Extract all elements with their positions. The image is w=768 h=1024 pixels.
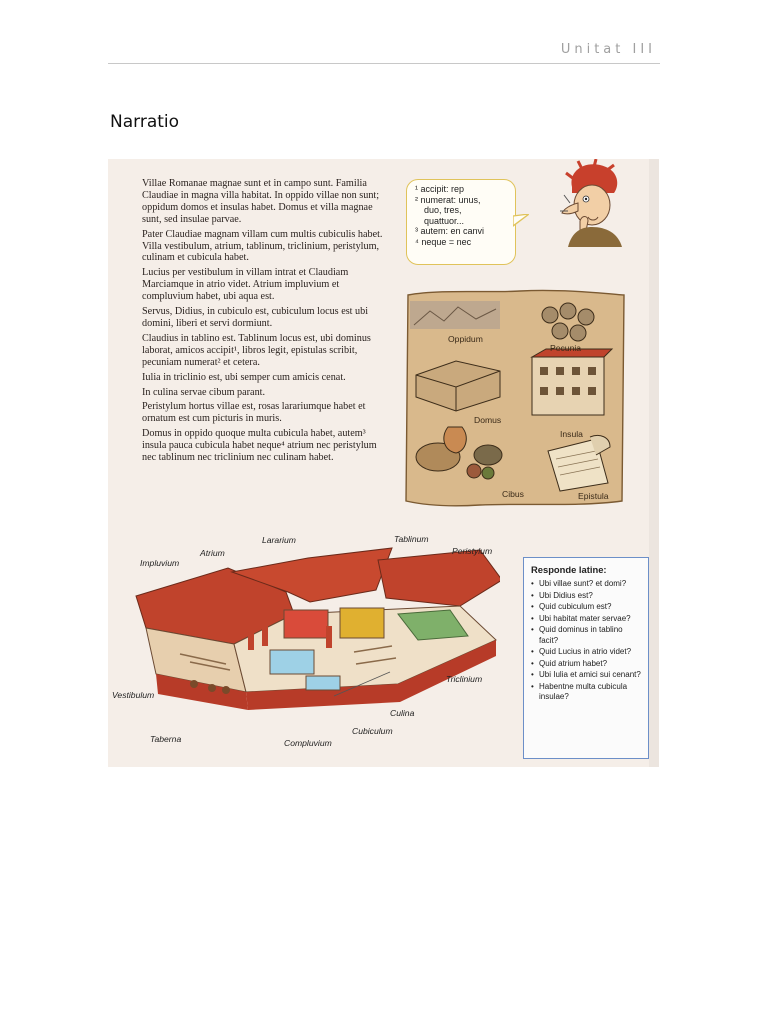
question-item: • Quid dominus in tablino facit? bbox=[531, 625, 643, 646]
narrative-paragraph: Claudius in tablino est. Tablinum locus est, ubi dominus laborat, amicos accipit¹, libros legit, epistulas scribit, pecuniam numerat² et cetera. bbox=[142, 332, 371, 368]
scanned-textbook-page bbox=[108, 159, 659, 767]
parchment-label: Insula bbox=[560, 429, 583, 439]
house-label: Cubiculum bbox=[352, 726, 393, 736]
question-item: • Ubi Iulia et amici sui cenant? bbox=[531, 670, 643, 681]
footnote-speech-bubble bbox=[406, 179, 516, 265]
footnote-2: ² numerat: unus, bbox=[415, 194, 481, 205]
footnote-1: ¹ accipit: rep bbox=[415, 184, 465, 194]
section-title: Narratio bbox=[110, 112, 180, 132]
responde-latine-box bbox=[523, 557, 649, 759]
roman-villa-illustration-icon bbox=[130, 544, 500, 759]
roman-house-cutaway bbox=[112, 534, 500, 759]
question-item: • Ubi habitat mater servae? bbox=[531, 614, 643, 625]
question-item: • Ubi villae sunt? et domi? bbox=[531, 579, 643, 590]
parchment-label: Epistula bbox=[578, 491, 609, 501]
narrative-paragraph: Peristylum hortus villae est, rosas larariumque habet et ornatum est cum picturis in muris. bbox=[142, 401, 366, 425]
narrative-paragraph: Servus, Didius, in cubiculo est, cubiculum locus est ubi domini, liberi et servi dormiunt. bbox=[142, 306, 369, 329]
scan-edge bbox=[649, 159, 659, 767]
narrative-paragraph: Iulia in triclinio est, ubi semper cum amicis cenat. bbox=[142, 371, 346, 383]
question-item: • Quid atrium habet? bbox=[531, 659, 643, 670]
house-label: Vestibulum bbox=[112, 690, 155, 700]
question-item: • Quid Lucius in atrio videt? bbox=[531, 647, 643, 658]
question-item: • Quid cubiculum est? bbox=[531, 602, 643, 613]
house-label: Peristylum bbox=[452, 546, 493, 556]
house-label: Tablinum bbox=[394, 534, 429, 544]
parchment-label: Cibus bbox=[502, 489, 524, 499]
unit-header: Unitat III bbox=[560, 42, 656, 57]
footnote-3: ³ autem: en canvi bbox=[415, 226, 485, 237]
narrative-paragraph: Villae Romanae magnae sunt et in campo sunt. Familia Claudiae in magna villa habitat. In oppido villae non sunt; oppidum domos et insulas habet. Domus et villa magnae sunt, sed insulae parvae. bbox=[142, 178, 380, 225]
parchment-label: Oppidum bbox=[448, 334, 483, 344]
narrative-paragraph: Pater Claudiae magnam villam cum multis cubiculis habet. Villa vestibulum, atrium, tablinum, triclinium, peristylum, culinam et cubicula habet. bbox=[142, 228, 383, 264]
parchment-label: Domus bbox=[474, 415, 502, 425]
question-item: • Ubi Didius est? bbox=[531, 591, 643, 602]
footnote-4: ⁴ neque = nec bbox=[415, 236, 472, 247]
house-label: Atrium bbox=[200, 548, 225, 558]
narrative-paragraph: Lucius per vestibulum in villam intrat et Claudiam Marciamque in atrio videt. Atrium impluvium et compluvium habet, ubi aqua est. bbox=[142, 267, 349, 303]
house-label: Culina bbox=[390, 708, 415, 718]
house-label: Impluvium bbox=[140, 558, 180, 568]
parchment-label: Pecunia bbox=[550, 343, 582, 353]
question-list bbox=[531, 579, 643, 703]
question-item: • Habentne multa cubicula insulae? bbox=[531, 682, 643, 703]
narrative-paragraph: In culina servae cibum parant. bbox=[142, 386, 266, 398]
house-label: Taberna bbox=[150, 734, 182, 744]
header-divider bbox=[108, 63, 660, 64]
parchment-illustration bbox=[400, 287, 630, 511]
parchment-scroll-icon bbox=[400, 287, 630, 511]
house-label: Compluvium bbox=[284, 738, 332, 748]
footnote-2-cont: duo, tres, bbox=[424, 205, 462, 216]
latin-narrative bbox=[142, 178, 384, 467]
speech-tail-icon bbox=[513, 214, 529, 228]
narrative-paragraph: Domus in oppido quoque multa cubicula habet, autem³ insula pauca cubicula habet neque⁴ atrium nec peristylum nec tablinum nec triclinium nec culinam habet. bbox=[142, 428, 377, 464]
house-label: Triclinium bbox=[446, 674, 483, 684]
footnote-2-cont: quattuor... bbox=[424, 215, 465, 226]
responde-title: Responde latine: bbox=[531, 564, 607, 575]
house-label: Lararium bbox=[262, 535, 296, 545]
thinking-man-icon bbox=[548, 159, 628, 247]
